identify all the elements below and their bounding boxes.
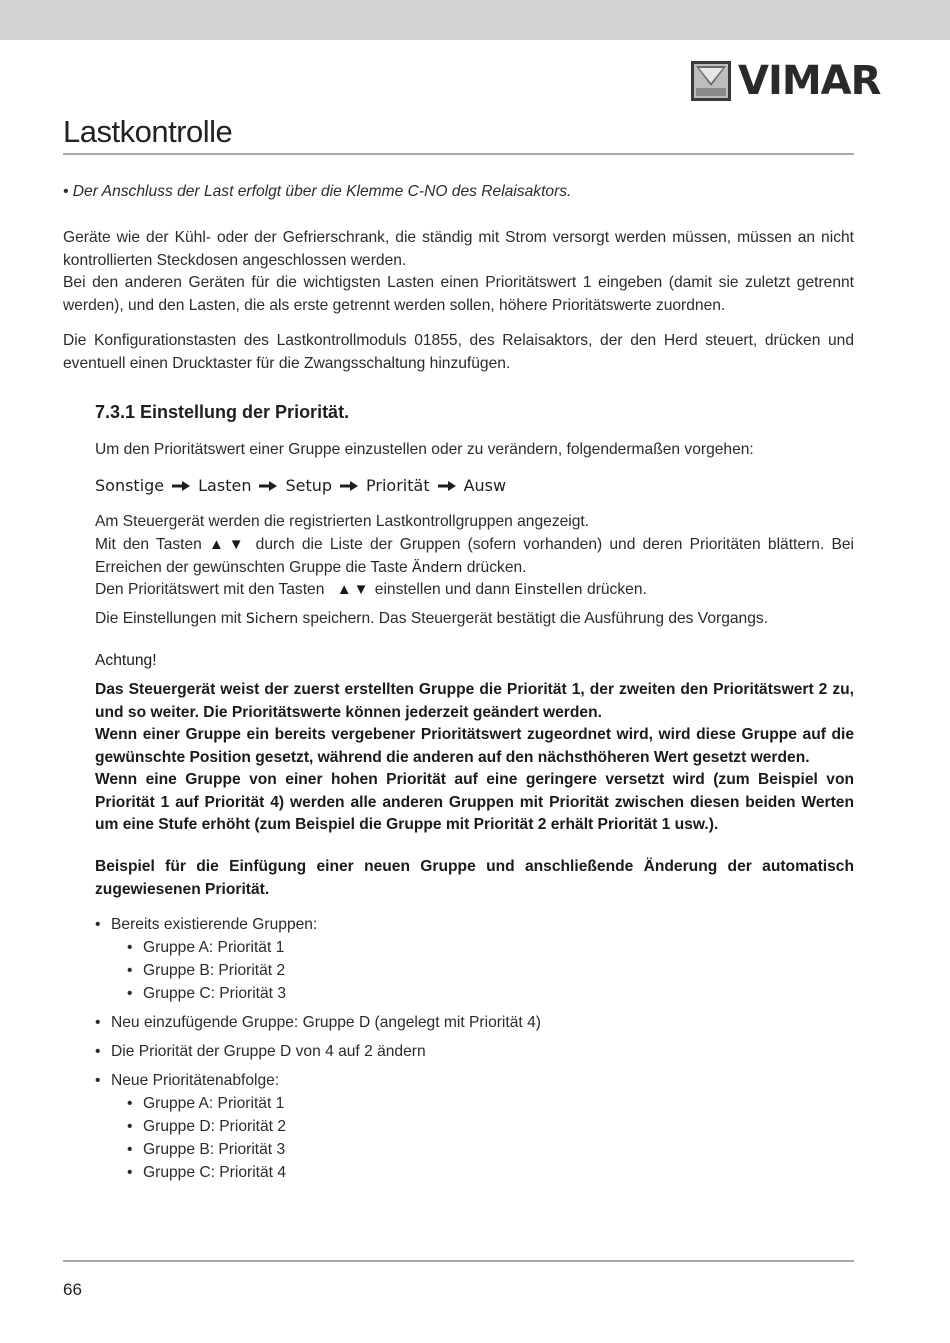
list-item: • Gruppe D: Priorität 2 <box>95 1115 854 1138</box>
menu-path-item: Lasten <box>198 476 252 495</box>
list-item: • Gruppe B: Priorität 3 <box>95 1138 854 1161</box>
up-down-arrows-icon: ▲▼ <box>209 536 249 553</box>
menu-path-item: Ausw <box>463 476 507 495</box>
einstellen-key-label: Einstellen <box>514 582 583 598</box>
step-4-text: speichern. Das Steuergerät bestätigt die Ausführung des Vorgangs. <box>302 610 769 627</box>
step-1: Am Steuergerät werden die registrierten Lastkontrollgruppen angezeigt. <box>95 513 590 530</box>
intro-note: • Der Anschluss der Last erfolgt über die Klemme C-NO des Relaisaktors. <box>63 183 572 200</box>
list-item: • Neue Prioritätenabfolge: <box>95 1069 854 1092</box>
list-item: • Gruppe C: Priorität 3 <box>95 982 854 1005</box>
menu-path-item: Priorität <box>366 476 430 495</box>
aendern-key-label: Ändern <box>412 559 463 576</box>
menu-path-item: Setup <box>285 476 333 495</box>
intro-paragraph-1: Geräte wie der Kühl- oder der Gefrierschrank, die ständig mit Strom versorgt werden müssen, müssen an nicht kontrollierten Steckdosen angeschlossen werden. <box>63 229 854 269</box>
arrow-right-icon <box>438 481 456 491</box>
step-3-text: drücken. <box>587 581 647 598</box>
step-3-text: Den Prioritätswert mit den Tasten <box>95 581 325 598</box>
arrow-right-icon <box>172 481 190 491</box>
list-item: • Gruppe A: Priorität 1 <box>95 936 854 959</box>
step-2 <box>95 534 854 579</box>
step-4 <box>95 608 854 631</box>
list-item: • Gruppe C: Priorität 4 <box>95 1161 854 1184</box>
vimar-logo-icon <box>690 60 732 102</box>
step-2-text: Mit den Tasten <box>95 536 202 553</box>
logo-wordmark: VIMAR <box>738 58 881 104</box>
page-title: Lastkontrolle <box>63 114 233 149</box>
step-2-text: drücken. <box>466 558 527 576</box>
warning-paragraph-1: Das Steuergerät weist der zuerst erstellten Gruppe die Priorität 1, der zweiten den Prioritätswert 2 zu, und so weiter. Die Prioritätswerte können jederzeit geändert werden. <box>95 681 854 721</box>
page-number: 66 <box>63 1280 82 1299</box>
example-heading: Beispiel für die Einfügung einer neuen Gruppe und anschließende Änderung der automatisch zugewiesenen Priorität. <box>95 858 854 898</box>
sichern-key-label: Sichern <box>245 611 299 627</box>
intro-paragraph-3: Die Konfigurationstasten des Lastkontrollmoduls 01855, des Relaisaktors, der den Herd steuert, drücken und eventuell einen Drucktaster für die Zwangsschaltung hinzufügen. <box>63 332 854 372</box>
footer-divider <box>63 1260 854 1262</box>
list-item: • Gruppe A: Priorität 1 <box>95 1092 854 1115</box>
list-item: • Gruppe B: Priorität 2 <box>95 959 854 982</box>
step-2-text: durch die Liste der Gruppen (sofern vorhanden) und deren Prioritäten blättern. Bei Erreichen der gewünschten Gruppe die Taste <box>95 536 854 576</box>
list-item: • Neu einzufügende Gruppe: Gruppe D (angelegt mit Priorität 4) <box>95 1011 854 1034</box>
step-3-text: einstellen und dann <box>374 581 511 598</box>
step-3 <box>95 579 854 602</box>
example-list <box>95 913 854 1184</box>
title-divider <box>63 153 854 155</box>
warning-paragraph-3: Wenn eine Gruppe von einer hohen Priorität auf eine geringere versetzt wird (zum Beispiel von Priorität 1 auf Priorität 4) werden alle anderen Gruppen mit Priorität zwischen diesen beiden Werten um eine Stufe erhöht (zum Beispiel die Gruppe mit Priorität 2 erhält Priorität 1 usw.). <box>95 771 854 833</box>
warning-paragraph-2: Wenn einer Gruppe ein bereits vergebener Prioritätswert zugeordnet wird, wird diese Gruppe auf die gewünschte Position gesetzt, während die anderen auf den nächsthöheren Wert gesetzt werden. <box>95 726 854 766</box>
arrow-right-icon <box>259 481 277 491</box>
up-down-arrows-icon: ▲▼ <box>336 581 371 598</box>
arrow-right-icon <box>340 481 358 491</box>
header-band <box>0 0 950 40</box>
section-lead: Um den Prioritätswert einer Gruppe einzustellen oder zu verändern, folgendermaßen vorgehen: <box>95 441 754 458</box>
list-item: • Die Priorität der Gruppe D von 4 auf 2 ändern <box>95 1040 854 1063</box>
menu-path-item: Sonstige <box>95 476 165 495</box>
list-item: • Bereits existierende Gruppen: <box>95 913 854 936</box>
step-4-text: Die Einstellungen mit <box>95 610 242 627</box>
intro-paragraph-2: Bei den anderen Geräten für die wichtigsten Lasten einen Prioritätswert 1 eingeben (damit sie zuletzt getrennt werden), und den Lasten, die als erste getrennt werden sollen, höhere Prioritätswerte zuordnen. <box>63 274 854 314</box>
vimar-logo <box>690 60 880 102</box>
menu-path <box>95 476 506 495</box>
warning-label: Achtung! <box>95 652 157 669</box>
section-heading: 7.3.1 Einstellung der Priorität. <box>95 402 350 422</box>
